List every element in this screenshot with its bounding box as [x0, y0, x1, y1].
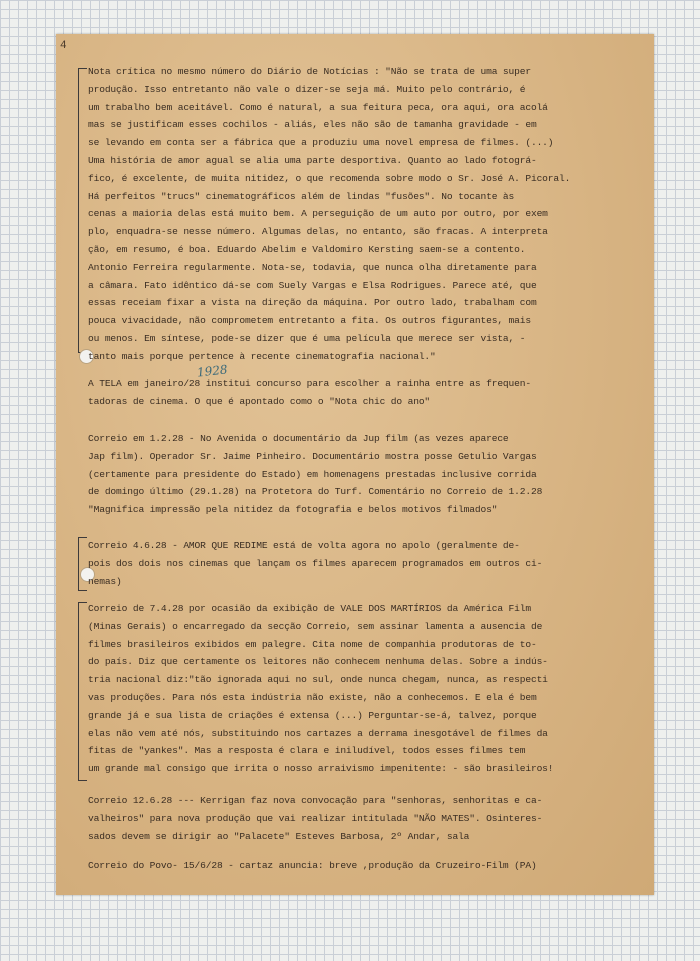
margin-bracket	[78, 602, 87, 781]
text-line: (certamente para presidente do Estado) em homenagens prestadas inclusive corrida	[88, 468, 537, 480]
text-line: sados devem se dirigir ao "Palacete" Esteves Barbosa, 2º Andar, sala	[88, 830, 470, 842]
text-line: Correio 4.6.28 - AMOR QUE REDIME está de volta agora no apolo (geralmente de-	[88, 540, 520, 551]
handwritten-year-annotation: 1928	[196, 362, 229, 380]
text-line: essas receiam fixar a vista na direção da máquina. Por outro lado, trabalham com	[88, 297, 537, 309]
text-line: do país. Diz que certamente os leitores não conhecem nenhuma delas. Sobre a indús-	[88, 656, 548, 668]
text-line: um grande mal consigo que irrita o nosso arraivismo impenitente: - são brasileiros!	[88, 763, 554, 775]
text-line: Correio do Povo- 15/6/28 - cartaz anuncia: breve ,produção da Cruzeiro-Film (PA)	[88, 860, 537, 871]
text-line: cenas a maioria delas está muito bem. A perseguição de um auto por outro, por exem	[88, 208, 548, 220]
text-line: Jap film). Operador Sr. Jaime Pinheiro. Documentário mostra posse Getulio Vargas	[88, 450, 537, 462]
text-line: pouca vivacidade, não comprometem entretanto a fita. Os outros figurantes, mais	[88, 315, 531, 327]
text-line: plo, enquadra-se nesse número. Algumas delas, no entanto, são fracas. A interpreta	[88, 226, 548, 238]
paragraph-diario-review	[88, 63, 654, 366]
text-line: tadoras de cinema. O que é apontado como o "Nota chic do ano"	[88, 395, 431, 407]
margin-bracket	[78, 537, 87, 591]
paragraph-correio-jup-film	[88, 430, 654, 519]
text-line: Correio de 7.4.28 por ocasião da exibição de VALE DOS MARTÍRIOS da América Film	[88, 603, 531, 614]
text-line: fitas de "yankes". Mas a resposta é clara e iniludível, todos esses filmes tem	[88, 745, 526, 757]
margin-bracket	[78, 68, 87, 353]
text-line: Antonio Ferreira regularmente. Nota-se, todavia, que nunca olha diretamente para	[88, 261, 537, 273]
text-line: Correio 12.6.28 --- Kerrigan faz nova convocação para "senhoras, senhoritas e ca-	[88, 795, 543, 806]
text-line: vas produções. Para nós esta indústria não existe, não a conhecemos. E ela é bem	[88, 691, 537, 703]
paragraph-vale-dos-martirios	[88, 600, 654, 778]
text-line: elas não vem até nós, substituindo nos cartazes a derrama inesgotável de filmes da	[88, 727, 548, 739]
text-line: pois dos dois nos cinemas que lançam os filmes aparecem programados em outros ci-	[88, 557, 543, 569]
text-line: filmes brasileiros exibidos em palegre. Cita nome de companhia produtoras de to-	[88, 638, 537, 650]
text-line: um trabalho bem aceitável. Como é natural, a sua feitura peca, ora aqui, ora acolá	[88, 101, 548, 113]
text-line: ou menos. Em síntese, pode-se dizer que é uma película que merece ser vista, -	[88, 332, 526, 344]
text-line: Há perfeitos "trucs" cinematográficos além de lindas "fusões". No tocante às	[88, 190, 515, 202]
text-line: Correio em 1.2.28 - No Avenida o documentário da Jup film (as vezes aparece	[88, 433, 509, 444]
text-line: nemas)	[88, 575, 122, 587]
text-line: Uma história de amor agual se alia uma parte desportiva. Quanto ao lado fotográ-	[88, 154, 537, 166]
document-page	[56, 34, 654, 895]
text-line: mas se justificam esses cochilos - aliás, eles não são de tamanha gravidade - em	[88, 119, 537, 131]
text-line: a câmara. Fato idêntico dá-se com Suely Vargas e Elsa Rodrigues. Parece até, que	[88, 279, 537, 291]
text-line: "Magnifica impressão pela nitidez da fotografia e belos motivos filmados"	[88, 504, 498, 516]
text-line: (Minas Gerais) o encarregado da secção Correio, sem assinar lamenta a ausencia de	[88, 620, 543, 632]
text-line: valheiros" para nova produção que vai realizar intitulada "NÃO MATES". Osinteres-	[88, 812, 543, 824]
text-line: tanto mais porque pertence à recente cinematografia nacional."	[88, 350, 436, 362]
text-line: Nota crítica no mesmo número do Diário de Notícias : "Não se trata de uma super	[88, 66, 531, 77]
paragraph-kerrigan	[88, 792, 654, 845]
text-line: A TELA em janeiro/28 institui concurso para escolher a rainha entre as frequen-	[88, 378, 531, 389]
text-line: tria nacional diz:"tão ignorada aqui no sul, onde nunca chegam, nunca, as respecti	[88, 674, 548, 686]
text-line: ção, em resumo, é boa. Eduardo Abelim e Valdomiro Kersting saem-se a contento.	[88, 243, 526, 255]
text-line: de domingo último (29.1.28) na Protetora do Turf. Comentário no Correio de 1.2.28	[88, 486, 543, 498]
page-number: 4	[60, 40, 67, 52]
paragraph-a-tela	[88, 375, 654, 411]
text-line: grande já e sua lista de criações é extensa (...) Perguntar-se-á, talvez, porque	[88, 709, 537, 721]
text-line: fico, é excelente, de muita nitidez, o que recomenda sobre modo o Sr. José A. Picoral.	[88, 172, 571, 184]
paragraph-correio-do-povo	[88, 857, 654, 875]
text-line: produção. Isso entretanto não vale o dizer-se seja má. Muito pelo contrário, é	[88, 83, 526, 95]
text-line: se levando em conta ser a fábrica que a produziu uma novel empresa de filmes. (...)	[88, 137, 554, 149]
paragraph-amor-que-redime	[88, 537, 654, 590]
